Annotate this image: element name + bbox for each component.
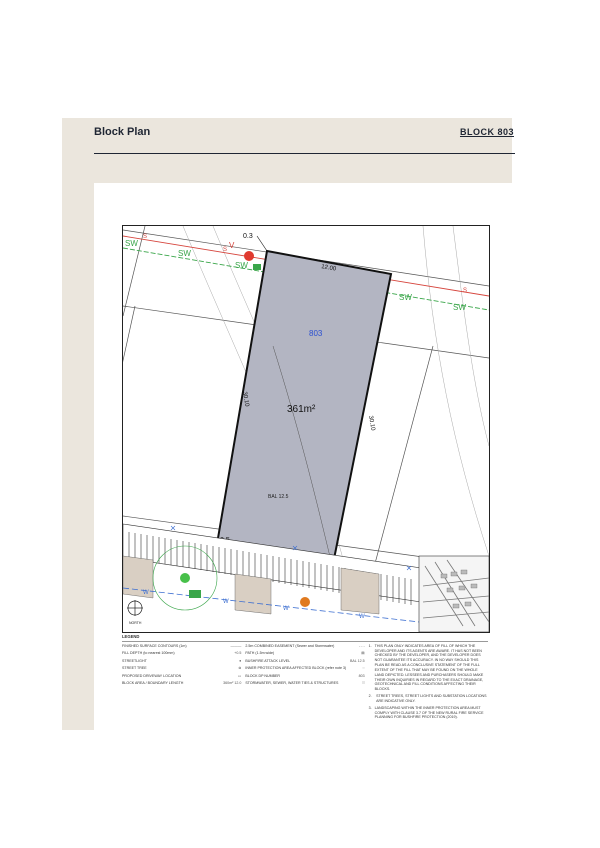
water-label: W [223, 599, 229, 605]
driveway [341, 568, 379, 614]
legend-note: 2. STREET TREES, STREET LIGHTS AND SUBSTATION LOCATIONS ARE INDICATIVE ONLY. [368, 694, 487, 703]
legend-item: INNER PROTECTION AREA AFFECTED BLOCK (refer note 3) ◌ [245, 666, 365, 671]
driveway [235, 574, 271, 614]
legend-item: BUSHFIRE ATTACK LEVEL BAL 12.5 [245, 658, 365, 663]
legend-item: FILL DEPTH (to nearest 100mm) +0.5 [122, 651, 242, 656]
lot-number: 803 [309, 329, 323, 338]
sewer-label: S [143, 234, 148, 240]
water-label: W [143, 590, 149, 596]
frontage-top: 12.00 [320, 264, 337, 273]
legend [122, 634, 488, 722]
street-tree-icon [180, 573, 190, 583]
legend-item: STREET TREE ⊗ [122, 666, 242, 671]
streetlight-icon [244, 251, 254, 261]
bal-label: BAL 12.5 [268, 494, 289, 500]
offset-top-leader [257, 236, 267, 251]
legend-item: BLOCK AREA / BOUNDARY LENGTH 360m² 12.0 [122, 681, 242, 686]
side-right-length: 30.10 [367, 415, 376, 432]
stormwater-pit-icon [189, 590, 201, 598]
legend-note: 1. THIS PLAN ONLY INDICATES AREA OF FILL OF WHICH THE DEVELOPER AND ITS AGENTS ARE AWARE. IT HAS NOT BEEN CHECKED BY THE DEVELOPER, AND THE DEVELOPER DOES NOT GUARANTEE ITS ACCURACY. IN NO WAY SHOULD THIS PLAN BE READ AS A CONCLUSIVE STATEMENT OF THE FULL EXTENT OF THE FILL THAT MAY BE FOUND ON THE WHOLE LAND DEPICTED. LESSEES AND PURCHASERS SHOULD MAKE THEIR OWN INQUIRIES IN REGARD TO THE EXACT DRAINAGE, GEOTECHNICAL AND FILL CONDITIONS AFFECTING THEIR BLOCKS. [368, 643, 484, 692]
key-map-inset [419, 556, 489, 632]
stormwater-label: SW [399, 293, 412, 302]
legend-title: LEGEND [122, 634, 488, 642]
stormwater-label: SW [453, 303, 466, 312]
legend-item: PROPOSED DRIVEWAY LOCATION ▭ [122, 673, 242, 678]
north-label: NORTH [129, 621, 142, 625]
legend-column-1 [122, 644, 241, 723]
block-link[interactable]: BLOCK 803 [459, 127, 514, 137]
block-plan-drawing [122, 225, 490, 633]
legend-item: STORMWATER, SEWER, WATER TIES & STRUCTURES ⫶⫶⫶ [245, 681, 365, 686]
legend-notes [369, 644, 488, 723]
stormwater-label: SW [235, 261, 248, 270]
water-label: W [283, 606, 289, 612]
header-divider [94, 153, 515, 154]
vehicle-marker: V [229, 241, 235, 250]
offset-top: 0.3 [243, 233, 253, 240]
legend-item: STREETLIGHT ● [122, 658, 242, 663]
legend-item: BLOCK DP NUMBER 803 [245, 673, 365, 678]
side-left-length: 30.10 [241, 391, 250, 408]
lot-area: 361m² [287, 404, 316, 415]
north-arrow-icon [127, 600, 143, 616]
legend-note: 3. LANDSCAPING WITHIN THE INNER PROTECTION AREA MUST COMPLY WITH CLAUSE 3.7 OF THE NEW RURAL FIRE SERVICE PLANNING FOR BUSHFIRE PROTECTION (2019). [368, 705, 484, 720]
sewer-label: S [223, 247, 228, 253]
legend-item: FINISHED SURFACE CONTOURS (1m) ——— [122, 643, 242, 648]
streetlight-icon [300, 597, 310, 607]
legend-column-2 [245, 644, 364, 723]
water-label: W [359, 614, 365, 620]
stormwater-label: SW [178, 249, 191, 258]
stormwater-pit-icon [253, 264, 261, 270]
legend-item: PATH (1.5m wide) ▤ [245, 651, 365, 656]
sewer-label: S [463, 288, 468, 294]
page-title: Block Plan [94, 126, 151, 138]
legend-item: 2.5m COMBINED EASEMENT (Sewer and Stormwater) - - - [245, 643, 365, 648]
stormwater-label: SW [125, 239, 138, 248]
